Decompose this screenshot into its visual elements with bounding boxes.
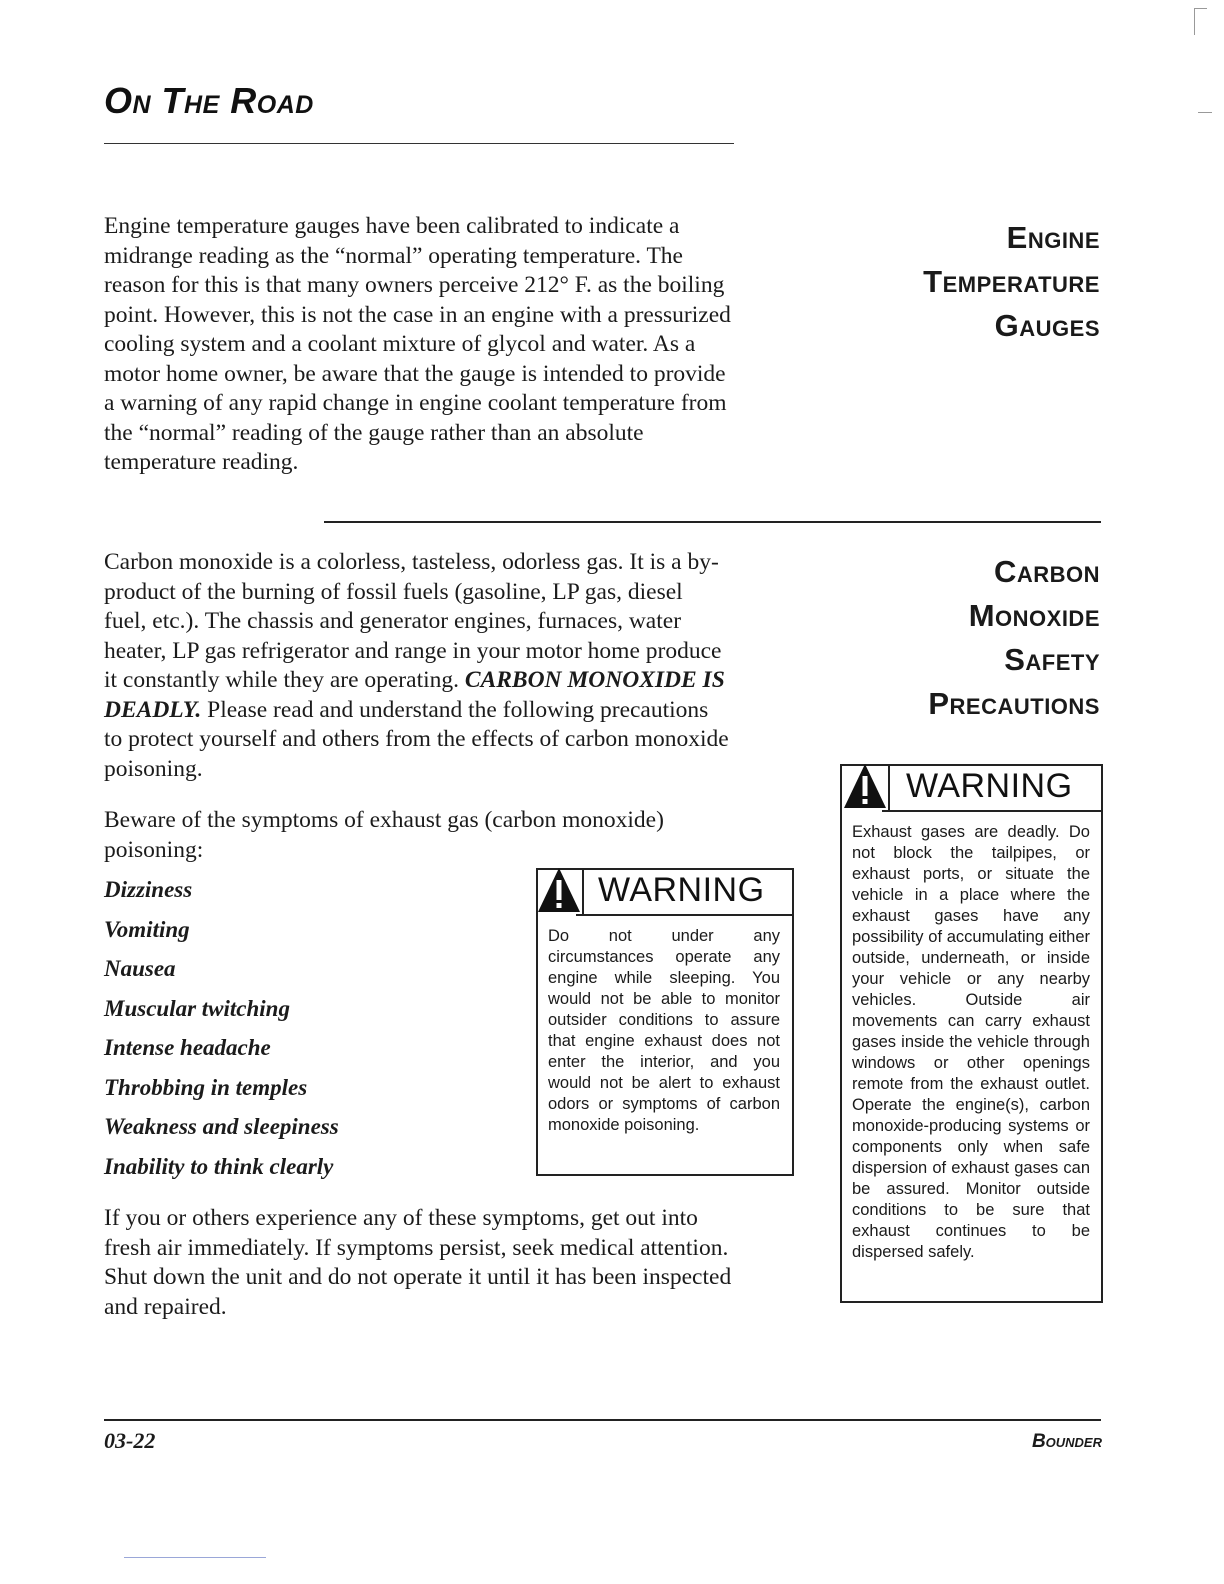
carbon-intro-paragraph — [104, 548, 729, 784]
list-item: Throbbing in temples — [104, 1074, 308, 1100]
list-item: Inability to think clearly — [104, 1153, 334, 1179]
warning-box-engine-sleeping — [536, 862, 794, 1176]
symptoms-intro: Beware of the symptoms of exhaust gas (carbon monoxide) poisoning: — [104, 807, 664, 863]
footer-brand: Bounder — [1031, 1431, 1102, 1452]
carbon-intro-text: Carbon monoxide is a colorless, tasteless, odorless gas. It is a by-product of the burning of fossil fuels (gasoline, LP gas, diesel fuel, etc.). The chassis and generator engines, furnaces, water heater, LP gas refrigerator and range in your motor home produce it constantly while they are operating. — [104, 549, 722, 693]
list-item: Vomiting — [104, 916, 190, 942]
heading-line: Monoxide — [968, 598, 1100, 633]
page-header-title: On The Road — [104, 80, 314, 121]
engine-temp-heading — [800, 216, 1100, 348]
warning-title-divider — [888, 764, 890, 812]
footer-rule — [104, 1419, 1101, 1421]
warning-label: WARNING — [906, 767, 1073, 805]
heading-line: Safety — [1004, 642, 1100, 677]
carbon-deadly-emphasis: CARBON MONOXIDE IS DEADLY. — [104, 667, 725, 723]
engine-temp-paragraph: Engine temperature gauges have been calibrated to indicate a midrange reading as the “normal” operating temperature. The reason for this is that many owners perceive 212° F. as the boiling point. However, this is not the case in an engine with a pressurized cooling system and a coolant mixture of glycol and water. As a motor home owner, be aware that the gauge is intended to provide a warning of any rapid change in engine coolant temperature from the “normal” reading of the gauge rather than an absolute temperature reading. — [104, 213, 731, 475]
list-item: Muscular twitching — [104, 995, 290, 1021]
carbon-monoxide-heading — [800, 550, 1100, 726]
carbon-intro-text-after: Please read and understand the following precautions to protect yourself and others from the effects of carbon monoxide poisoning. — [104, 696, 729, 782]
list-item: Nausea — [104, 956, 176, 981]
list-item: Dizziness — [104, 877, 193, 902]
symptoms-closing-paragraph: If you or others experience any of these symptoms, get out into fresh air immediately. If symptoms persist, seek medical attention. Shut down the unit and do not operate it until it has been inspected and repaired. — [104, 1205, 732, 1320]
heading-line: Carbon — [993, 554, 1100, 589]
heading-line: Temperature — [923, 264, 1100, 299]
list-item: Intense headache — [104, 1035, 271, 1060]
list-item: Weakness and sleepiness — [104, 1114, 339, 1139]
header-rule — [104, 143, 734, 144]
warning-triangle-icon — [536, 866, 582, 916]
scan-edge-mark — [1198, 112, 1212, 113]
heading-line: Gauges — [994, 308, 1100, 343]
heading-line: Engine — [1006, 220, 1100, 255]
warning-header-rule — [576, 914, 794, 916]
warning-triangle-icon — [842, 762, 888, 812]
footer-page-number: 03-22 — [104, 1428, 156, 1453]
heading-line: Precautions — [928, 686, 1100, 721]
warning-text: Do not under any circumstances operate any engine while sleeping. You would not be able to monitor outsider conditions to assure that engine exhaust does not enter the interior, and you would not be alert to exhaust odors or symptoms of carbon monoxide poisoning. — [548, 927, 780, 1134]
warning-title-divider — [582, 868, 584, 916]
warning-label: WARNING — [598, 871, 765, 909]
warning-header-rule — [882, 810, 1103, 812]
symptoms-list — [104, 870, 504, 1186]
scan-edge-mark — [1194, 8, 1207, 35]
scan-bottom-line — [124, 1557, 266, 1558]
warning-text: Exhaust gases are deadly. Do not block the tailpipes, or exhaust ports, or situate the vehicle in a place where the exhaust gases have any possibility of accumulating either outside, underneath, or inside your vehicle or any nearby vehicles. Outside air movements can carry exhaust gases inside the vehicle through windows or other openings remote from the exhaust outlet. Operate the engine(s), carbon monoxide-producing systems or components only when safe dispersion of exhaust gases can be assured. Monitor outside conditions to be sure that exhaust continues to be dispersed safely. — [852, 823, 1090, 1261]
warning-box-exhaust — [840, 758, 1103, 1303]
section-divider — [324, 521, 1101, 523]
